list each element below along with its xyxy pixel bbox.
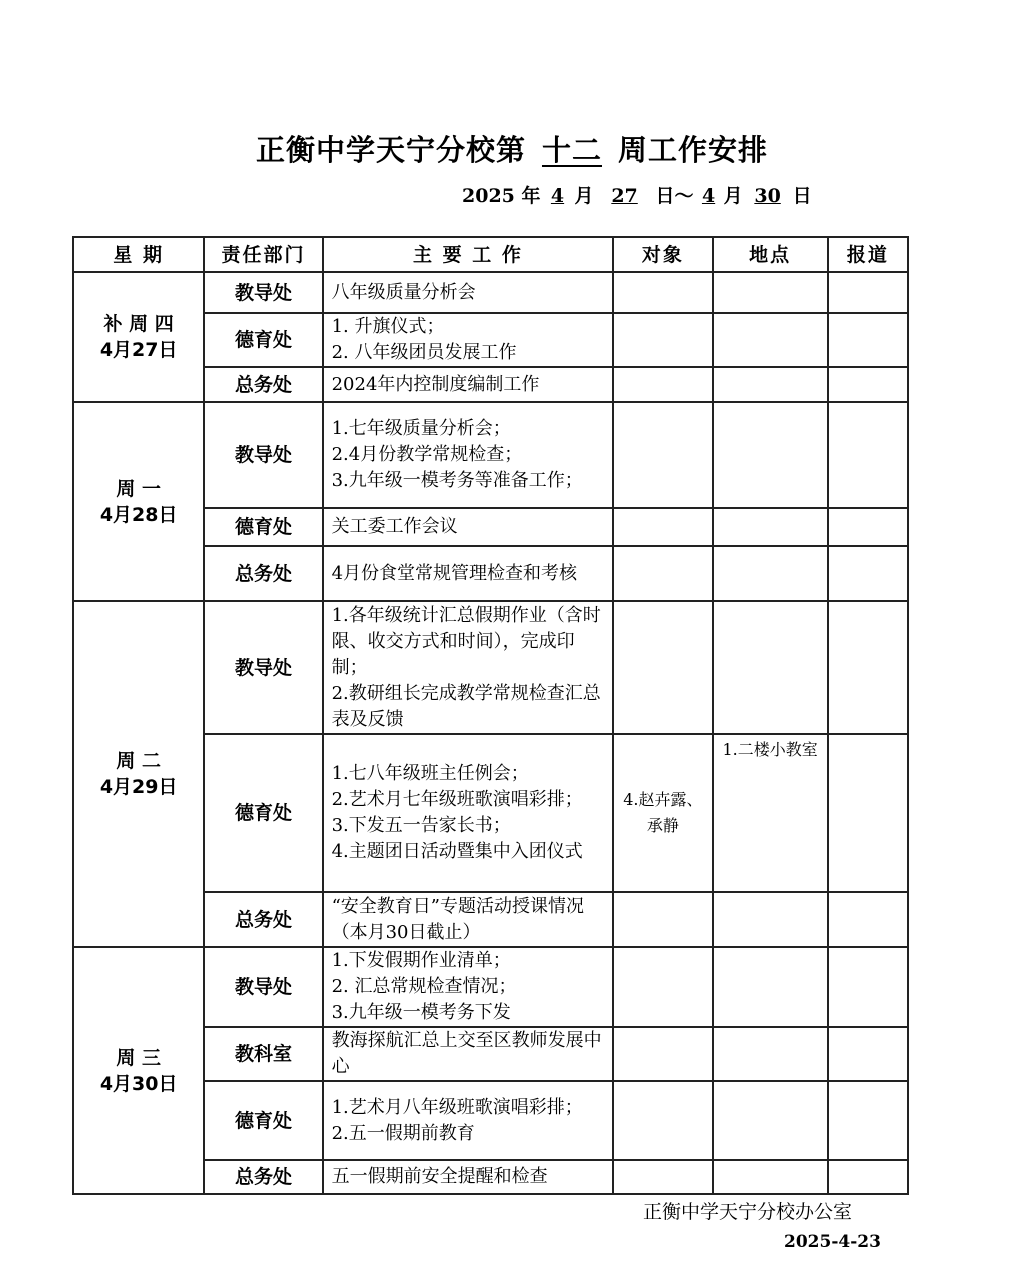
dept-cell: 总务处 — [204, 1160, 322, 1194]
report-cell — [828, 734, 908, 892]
place-cell — [713, 313, 828, 367]
day-date: 4月28日 — [99, 503, 178, 526]
header-work: 主 要 工 作 — [323, 237, 614, 272]
work-item: 3.九年级一模考务下发 — [331, 1002, 511, 1023]
week-number: 十二 — [541, 133, 602, 167]
year: 2025 — [462, 185, 515, 207]
header-place: 地点 — [713, 237, 828, 272]
work-cell — [323, 892, 614, 947]
work-cell — [323, 947, 614, 1027]
day-name: 补 周 四 — [103, 313, 174, 335]
issue-date: 2025-4-23 — [784, 1232, 881, 1252]
work-item: 关工委工作会议 — [331, 516, 458, 537]
target-cell — [613, 272, 712, 313]
work-item: 1.七年级质量分析会； — [331, 418, 511, 439]
month-label-2: 月 — [723, 185, 743, 207]
end-month: 4 — [701, 185, 716, 207]
day-date: 4月29日 — [99, 776, 178, 798]
work-item: 2.五一假期前教育 — [331, 1122, 475, 1144]
day-label-range: 日～ — [655, 185, 694, 207]
day-name: 周 一 — [116, 477, 161, 500]
year-label: 年 — [521, 185, 541, 207]
date-range — [462, 181, 812, 208]
header-target: 对象 — [613, 237, 712, 272]
work-item: 3.九年级一模考务等准备工作； — [331, 470, 583, 491]
start-month: 4 — [550, 185, 565, 207]
table-row — [73, 601, 908, 734]
header-dept: 责任部门 — [204, 237, 322, 272]
work-item: 1.各年级统计汇总假期作业（含时限、收交方式和时间），完成印制； — [331, 604, 601, 678]
dept-cell: 德育处 — [204, 734, 322, 892]
work-cell — [323, 1160, 614, 1194]
end-day: 30 — [754, 185, 781, 207]
dept-cell: 教导处 — [204, 947, 322, 1027]
work-item: 2024年内控制度编制工作 — [331, 373, 540, 395]
dept-cell: 德育处 — [204, 508, 322, 546]
report-cell — [828, 1027, 908, 1081]
target-cell: 4.赵卉露、承静 — [613, 734, 712, 892]
report-cell — [828, 367, 908, 402]
day-name: 周 二 — [116, 750, 161, 772]
work-item: 1.下发假期作业清单； — [331, 950, 511, 971]
target-cell — [613, 367, 712, 402]
work-cell — [323, 272, 614, 313]
place-cell — [713, 367, 828, 402]
target-cell — [613, 892, 712, 947]
office-signature: 正衡中学天宁分校办公室 — [643, 1201, 853, 1223]
place-cell — [713, 546, 828, 601]
target-cell — [613, 1081, 712, 1160]
work-cell — [323, 402, 614, 508]
work-cell — [323, 546, 614, 601]
dept-cell: 德育处 — [204, 313, 322, 367]
start-day: 27 — [611, 185, 638, 207]
day-cell — [73, 947, 204, 1194]
target-cell — [613, 402, 712, 508]
work-item: 八年级质量分析会 — [331, 281, 476, 303]
place-cell — [713, 508, 828, 546]
target-cell — [613, 508, 712, 546]
work-cell — [323, 313, 614, 367]
work-item: 五一假期前安全提醒和检查 — [331, 1166, 548, 1187]
place-cell — [713, 1027, 828, 1081]
work-item: 4.主题团日活动暨集中入团仪式 — [331, 841, 583, 862]
work-item: 4月份食堂常规管理检查和考核 — [331, 562, 578, 584]
target-cell — [613, 1160, 712, 1194]
day-date: 4月27日 — [99, 339, 178, 361]
work-cell — [323, 508, 614, 546]
report-cell — [828, 601, 908, 734]
work-item: 2.4月份教学常规检查； — [331, 444, 523, 465]
dept-cell: 总务处 — [204, 367, 322, 402]
work-cell — [323, 1081, 614, 1160]
dept-cell: 教导处 — [204, 272, 322, 313]
dept-cell: 教科室 — [204, 1027, 322, 1081]
header-day: 星 期 — [73, 237, 204, 272]
work-item: 1.七八年级班主任例会； — [331, 763, 529, 784]
page-title — [0, 128, 1024, 169]
work-item: 2. 汇总常规检查情况； — [331, 976, 517, 997]
table-row — [73, 272, 908, 313]
place-cell — [713, 1160, 828, 1194]
place-cell — [713, 947, 828, 1027]
report-cell — [828, 313, 908, 367]
report-cell — [828, 947, 908, 1027]
table-row — [73, 947, 908, 1027]
work-item: 2.艺术月七年级班歌演唱彩排； — [331, 789, 583, 810]
day-cell — [73, 601, 204, 947]
target-cell — [613, 546, 712, 601]
report-cell — [828, 402, 908, 508]
place-cell: 1.二楼小教室 — [713, 734, 828, 892]
report-cell — [828, 892, 908, 947]
report-cell — [828, 1160, 908, 1194]
day-cell — [73, 272, 204, 402]
day-date: 4月30日 — [99, 1072, 178, 1095]
schedule-table — [72, 236, 909, 1195]
work-item: 2. 八年级团员发展工作 — [331, 342, 517, 363]
title-suffix: 周工作安排 — [618, 133, 769, 167]
header-report: 报道 — [828, 237, 908, 272]
place-cell — [713, 601, 828, 734]
place-cell — [713, 272, 828, 313]
target-cell — [613, 601, 712, 734]
dept-cell: 总务处 — [204, 892, 322, 947]
report-cell — [828, 1081, 908, 1160]
work-item: 教海探航汇总上交至区教师发展中心 — [331, 1030, 602, 1077]
header-row — [73, 237, 908, 272]
work-item: 1. 升旗仪式； — [331, 316, 445, 337]
work-cell — [323, 1027, 614, 1081]
work-cell — [323, 601, 614, 734]
work-item: 2.教研组长完成教学常规检查汇总表及反馈 — [331, 682, 601, 730]
target-cell — [613, 313, 712, 367]
day-name: 周 三 — [116, 1046, 161, 1069]
place-cell — [713, 892, 828, 947]
dept-cell: 教导处 — [204, 601, 322, 734]
month-label: 月 — [574, 185, 594, 207]
day-cell — [73, 402, 204, 601]
place-cell — [713, 402, 828, 508]
report-cell — [828, 272, 908, 313]
dept-cell: 德育处 — [204, 1081, 322, 1160]
target-cell — [613, 1027, 712, 1081]
place-cell — [713, 1081, 828, 1160]
target-cell — [613, 947, 712, 1027]
table-row — [73, 402, 908, 508]
work-item: 1.艺术月八年级班歌演唱彩排； — [331, 1096, 583, 1118]
work-item: “安全教育日”专题活动授课情况（本月30日截止） — [331, 895, 584, 943]
work-cell — [323, 734, 614, 892]
work-item: 3.下发五一告家长书； — [331, 815, 511, 836]
dept-cell: 总务处 — [204, 546, 322, 601]
report-cell — [828, 508, 908, 546]
dept-cell: 教导处 — [204, 402, 322, 508]
work-cell — [323, 367, 614, 402]
report-cell — [828, 546, 908, 601]
title-prefix: 正衡中学天宁分校第 — [255, 133, 526, 167]
day-label-2: 日 — [792, 185, 812, 207]
